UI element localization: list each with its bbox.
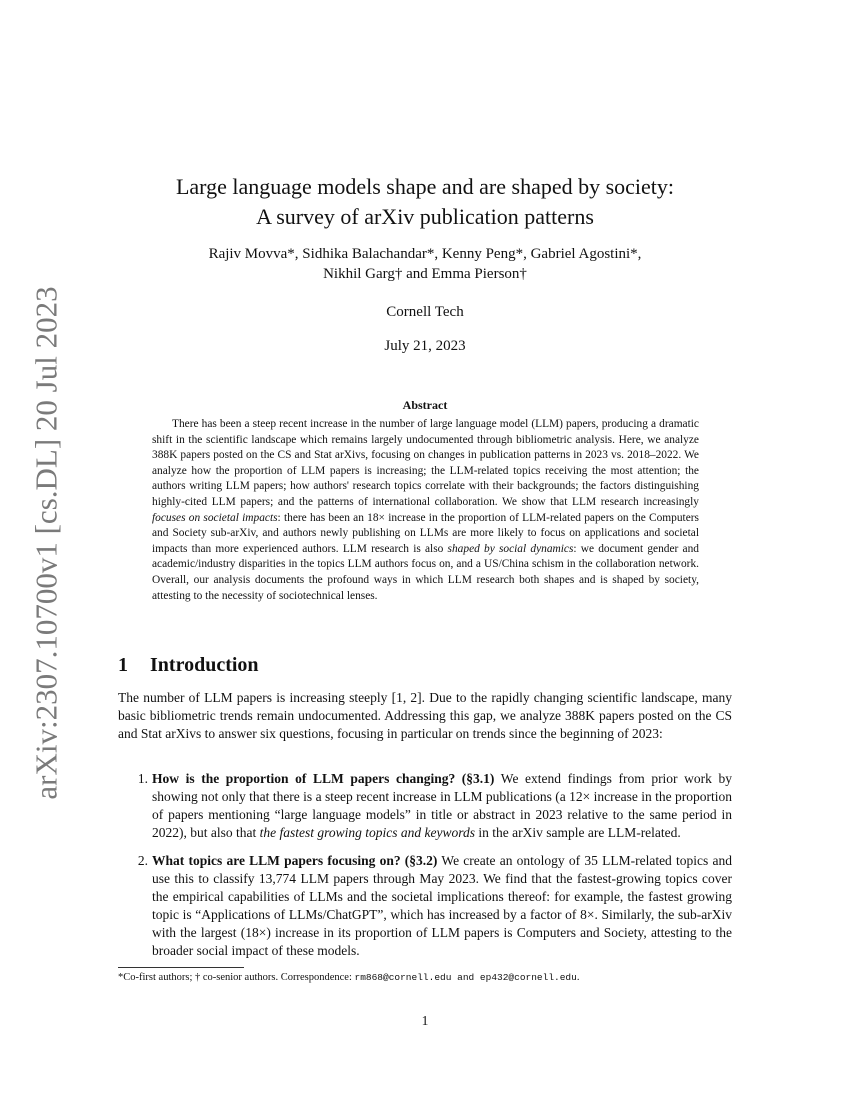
abstract-heading: Abstract xyxy=(402,398,448,412)
footnote-text: *Co-first authors; † co-senior authors. Correspondence: xyxy=(118,972,355,983)
list-item-text xyxy=(152,770,732,842)
abstract-emphasis-2: shaped by social dynamics xyxy=(447,542,574,555)
page-number: 1 xyxy=(421,1013,429,1028)
footnote-end: . xyxy=(576,972,580,983)
abstract-part-3: : we document gender and academic/industry disparities in the topics LLM authors focus on, and a US/China schism in the collaboration network. Overall, our analysis documents the profound ways in which LLM research both shapes and is shaped by society, attesting to the necessity of sociotechnical lenses. xyxy=(152,542,699,602)
arxiv-identifier-margin xyxy=(16,286,78,800)
list-item-lead: How is the proportion of LLM papers changing? (§3.1) xyxy=(152,771,495,786)
footnote xyxy=(118,971,732,985)
title-line-2: A survey of arXiv publication patterns xyxy=(256,204,594,229)
question-list xyxy=(118,770,732,970)
paper-title xyxy=(118,172,732,232)
abstract-body xyxy=(152,417,699,604)
abstract-part-1: There has been a steep recent increase in the number of large language model (LLM) papers, producing a dramatic shift in the scientific landscape which remains largely undocumented through bibliometric analysis. Here, we analyze 388K papers posted on the CS and Stat arXivs, focusing on changes in publication patterns in 2023 vs. 2018–2022. We analyze how the proportion of LLM papers is increasing; the LLM-related topics receiving the most attention; the authors writing LLM papers; how authors' research topics correlate with their backgrounds; the factors distinguishing highly-cited LLM papers; and the patterns of international collaboration. We show that LLM research increasingly xyxy=(152,418,699,508)
list-item-body-1: We create an ontology of 35 LLM-related topics and use this to classify 13,774 LLM papers through May 2023. We find that the fastest-growing topics cover the empirical capabilities of LLMs and the societal implications thereof: for example, the fastest growing topic is “Applications of LLMs/ChatGPT”, which has increased by a factor of 8×. Similarly, the sub-arXiv with the largest (18×) increase in its proportion of LLM papers is Computers and Society, attesting to the broader social impact of these models. xyxy=(152,853,732,958)
list-item-text xyxy=(152,852,732,960)
section-heading xyxy=(118,654,259,677)
affiliation: Cornell Tech xyxy=(386,304,464,320)
list-item-number: 1. xyxy=(137,771,148,786)
footnote-emails: rm868@cornell.edu and ep432@cornell.edu xyxy=(354,972,577,983)
arxiv-identifier: arXiv:2307.10700v1 [cs.DL] 20 Jul 2023 xyxy=(29,286,65,800)
authors-line-2: Nikhil Garg† and Emma Pierson† xyxy=(323,266,527,282)
title-line-1: Large language models shape and are shaped by society: xyxy=(175,174,675,199)
list-item-emphasis: the fastest growing topics and keywords xyxy=(259,825,475,840)
abstract-emphasis-1: focuses on societal impacts xyxy=(152,511,278,524)
publication-date: July 21, 2023 xyxy=(384,338,466,354)
authors-line-1: Rajiv Movva*, Sidhika Balachandar*, Kenny Peng*, Gabriel Agostini*, xyxy=(208,246,642,262)
intro-paragraph: The number of LLM papers is increasing steeply [1, 2]. Due to the rapidly changing scientific landscape, many basic bibliometric trends remain undocumented. Addressing this gap, we analyze 388K papers posted on the CS and Stat arXivs to answer six questions, focusing in particular on trends since the beginning of 2023: xyxy=(118,690,732,741)
footnote-rule xyxy=(118,967,244,968)
list-item xyxy=(118,770,732,842)
section-title: Introduction xyxy=(150,654,259,676)
list-item-body-2: in the arXiv sample are LLM-related. xyxy=(475,825,681,840)
list-item-number: 2. xyxy=(137,853,148,868)
section-number: 1 xyxy=(118,654,128,676)
abstract-part-2: : there has been an 18× increase in the proportion of LLM-related papers on the Computers and Society sub-arXiv, and authors newly publishing on LLMs are more likely to focus on applications and societal impacts than more experienced authors. LLM research is also xyxy=(152,511,699,555)
author-list xyxy=(118,244,732,284)
list-item-body-1: We extend findings from prior work by showing not only that there is a steep recent increase in LLM publications (a 12× increase in the proportion of papers mentioning “large language models” in title or abstract in 2023 relative to the same period in 2022), but also that xyxy=(152,771,732,840)
list-item-lead: What topics are LLM papers focusing on? (§3.2) xyxy=(152,853,438,868)
list-item xyxy=(118,852,732,960)
